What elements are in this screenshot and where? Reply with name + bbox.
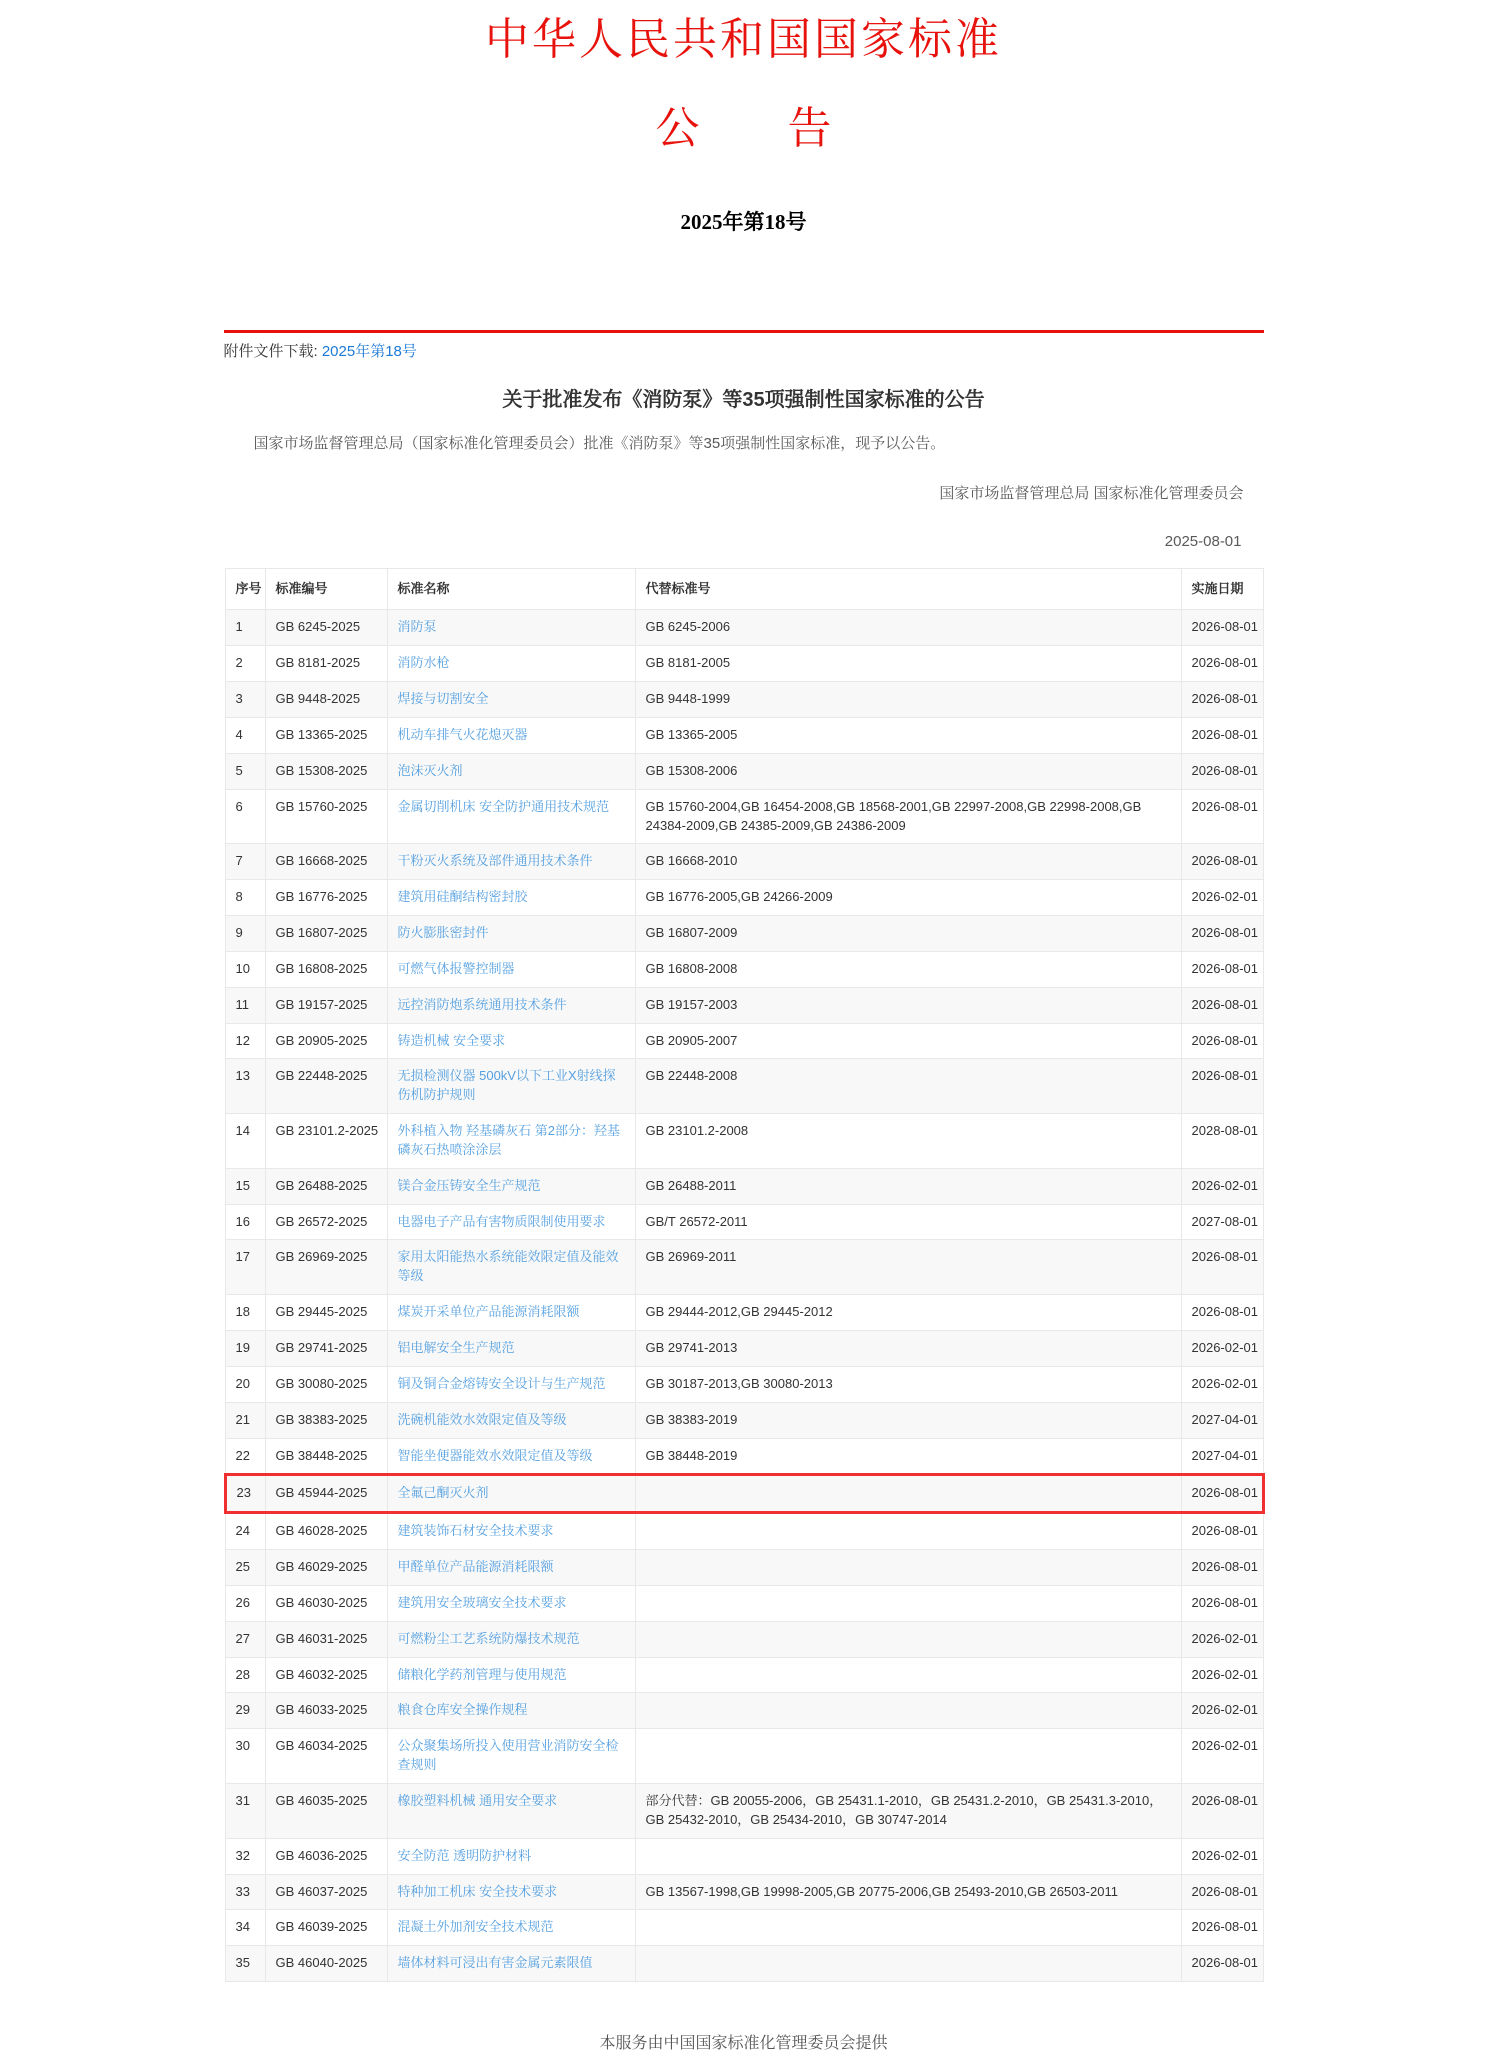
standard-name-link[interactable]: 墙体材料可浸出有害金属元素限值	[397, 1955, 593, 1971]
cell-replaces: GB 8181-2005	[635, 646, 1181, 682]
cell-date: 2026-08-01	[1181, 1240, 1263, 1295]
cell-date: 2026-08-01	[1181, 1585, 1263, 1621]
cell-code: GB 46036-2025	[265, 1838, 387, 1874]
cell-index: 22	[225, 1438, 265, 1475]
cell-index: 16	[225, 1204, 265, 1240]
table-row	[225, 1783, 1263, 1838]
cell-name	[387, 1729, 635, 1784]
cell-replaces: GB 20905-2007	[635, 1023, 1181, 1059]
cell-replaces	[635, 1910, 1181, 1946]
column-header: 标准编号	[265, 568, 387, 610]
cell-index: 28	[225, 1657, 265, 1693]
cell-replaces	[635, 1550, 1181, 1586]
standards-table-body	[225, 610, 1263, 1982]
cell-code: GB 38448-2025	[265, 1438, 387, 1475]
cell-index: 4	[225, 717, 265, 753]
cell-name	[387, 1838, 635, 1874]
cell-name	[387, 610, 635, 646]
cell-index: 3	[225, 682, 265, 718]
standard-name-link[interactable]: 智能坐便器能效水效限定值及等级	[397, 1447, 593, 1463]
cell-code: GB 20905-2025	[265, 1023, 387, 1059]
cell-name	[387, 1240, 635, 1295]
cell-replaces: GB 6245-2006	[635, 610, 1181, 646]
cell-date: 2026-08-01	[1181, 1946, 1263, 1982]
cell-replaces: GB 9448-1999	[635, 682, 1181, 718]
cell-date: 2026-08-01	[1181, 753, 1263, 789]
cell-date: 2026-08-01	[1181, 1513, 1263, 1550]
cell-code: GB 15308-2025	[265, 753, 387, 789]
cell-replaces: GB 23101.2-2008	[635, 1114, 1181, 1169]
table-row	[225, 717, 1263, 753]
table-row	[225, 1910, 1263, 1946]
cell-index: 14	[225, 1114, 265, 1169]
cell-code: GB 13365-2025	[265, 717, 387, 753]
standard-name-link[interactable]: 防火膨胀密封件	[397, 925, 489, 941]
cell-code: GB 46032-2025	[265, 1657, 387, 1693]
cell-date: 2026-08-01	[1181, 717, 1263, 753]
cell-replaces: GB 19157-2003	[635, 987, 1181, 1023]
table-row	[225, 1657, 1263, 1693]
cell-code: GB 26488-2025	[265, 1168, 387, 1204]
cell-replaces	[635, 1475, 1181, 1513]
standard-name-link[interactable]: 可燃气体报警控制器	[397, 960, 515, 976]
cell-code: GB 45944-2025	[265, 1475, 387, 1513]
cell-name	[387, 951, 635, 987]
cell-name	[387, 880, 635, 916]
cell-date: 2026-08-01	[1181, 987, 1263, 1023]
table-row	[225, 1550, 1263, 1586]
cell-replaces: GB 22448-2008	[635, 1059, 1181, 1114]
table-row	[225, 1513, 1263, 1550]
column-header: 实施日期	[1181, 568, 1263, 610]
cell-code: GB 16808-2025	[265, 951, 387, 987]
cell-code: GB 26572-2025	[265, 1204, 387, 1240]
cell-date: 2026-08-01	[1181, 1783, 1263, 1838]
standard-name-link[interactable]: 消防水枪	[397, 655, 450, 671]
cell-replaces: GB 16668-2010	[635, 844, 1181, 880]
attachment-row	[224, 333, 1264, 367]
cell-date: 2026-08-01	[1181, 646, 1263, 682]
standard-name-link[interactable]: 安全防范 透明防护材料	[397, 1847, 532, 1863]
cell-date: 2027-04-01	[1181, 1438, 1263, 1475]
cell-replaces: GB 15308-2006	[635, 753, 1181, 789]
cell-name	[387, 717, 635, 753]
cell-index: 29	[225, 1693, 265, 1729]
cell-name	[387, 1366, 635, 1402]
cell-name	[387, 1874, 635, 1910]
cell-name	[387, 1783, 635, 1838]
table-row	[225, 1204, 1263, 1240]
attachment-label: 附件文件下载:	[223, 342, 318, 360]
cell-name	[387, 1402, 635, 1438]
announcement-heading: 公 告	[655, 103, 832, 153]
table-row	[225, 1838, 1263, 1874]
cell-name	[387, 1204, 635, 1240]
cell-name	[387, 1657, 635, 1693]
cell-code: GB 46039-2025	[265, 1910, 387, 1946]
document-body: 国家市场监督管理总局（国家标准化管理委员会）批准《消防泵》等35项强制性国家标准，现予以公告。	[253, 434, 946, 452]
standard-name-link[interactable]: 无损检测仪器 500kV以下工业X射线探伤机防护规则	[397, 1068, 616, 1103]
cell-code: GB 46030-2025	[265, 1585, 387, 1621]
cell-name	[387, 987, 635, 1023]
cell-date: 2026-02-01	[1181, 880, 1263, 916]
cell-index: 24	[225, 1513, 265, 1550]
table-row	[225, 1693, 1263, 1729]
table-row	[225, 1059, 1263, 1114]
standard-name-link[interactable]: 电器电子产品有害物质限制使用要求	[397, 1213, 606, 1229]
cell-replaces: GB 26488-2011	[635, 1168, 1181, 1204]
cell-index: 13	[225, 1059, 265, 1114]
table-row	[225, 682, 1263, 718]
cell-index: 20	[225, 1366, 265, 1402]
table-row	[225, 1331, 1263, 1367]
cell-replaces: GB 16808-2008	[635, 951, 1181, 987]
standard-name-link[interactable]: 铜及铜合金熔铸安全设计与生产规范	[397, 1375, 606, 1391]
cell-replaces: GB 29741-2013	[635, 1331, 1181, 1367]
cell-index: 6	[225, 789, 265, 844]
cell-date: 2028-08-01	[1181, 1114, 1263, 1169]
cell-code: GB 16776-2025	[265, 880, 387, 916]
standard-name-link[interactable]: 家用太阳能热水系统能效限定值及能效等级	[397, 1249, 619, 1284]
table-row	[225, 1729, 1263, 1784]
table-row	[225, 1168, 1263, 1204]
table-row	[225, 1402, 1263, 1438]
table-row	[225, 1114, 1263, 1169]
table-row	[225, 1366, 1263, 1402]
cell-code: GB 46037-2025	[265, 1874, 387, 1910]
cell-replaces: GB 13567-1998,GB 19998-2005,GB 20775-2006,GB 25493-2010,GB 26503-2011	[635, 1874, 1181, 1910]
standard-name-link[interactable]: 外科植入物 羟基磷灰石 第2部分：羟基磷灰石热喷涂涂层	[397, 1123, 620, 1157]
cell-code: GB 22448-2025	[265, 1059, 387, 1114]
standard-name-link[interactable]: 公众聚集场所投入使用营业消防安全检查规则	[397, 1738, 619, 1773]
issue-date: 2025-08-01	[1164, 532, 1242, 550]
standard-name-link[interactable]: 甲醛单位产品能源消耗限额	[397, 1559, 554, 1575]
table-row	[225, 951, 1263, 987]
standard-name-link[interactable]: 远控消防炮系统通用技术条件	[397, 996, 567, 1012]
cell-code: GB 8181-2025	[265, 646, 387, 682]
cell-index: 18	[225, 1295, 265, 1331]
cell-code: GB 46033-2025	[265, 1693, 387, 1729]
cell-name	[387, 753, 635, 789]
cell-replaces: GB 38383-2019	[635, 1402, 1181, 1438]
cell-code: GB 46029-2025	[265, 1550, 387, 1586]
column-header: 标准名称	[387, 568, 635, 610]
cell-replaces	[635, 1585, 1181, 1621]
cell-code: GB 38383-2025	[265, 1402, 387, 1438]
cell-date: 2026-02-01	[1181, 1168, 1263, 1204]
standard-name-link[interactable]: 建筑用安全玻璃安全技术要求	[397, 1594, 567, 1610]
table-header-row	[225, 568, 1263, 610]
cell-index: 34	[225, 1910, 265, 1946]
cell-code: GB 46028-2025	[265, 1513, 387, 1550]
cell-code: GB 19157-2025	[265, 987, 387, 1023]
standard-name-link[interactable]: 混凝土外加剂安全技术规范	[397, 1919, 554, 1935]
column-header: 代替标准号	[635, 568, 1181, 610]
cell-replaces: GB 29444-2012,GB 29445-2012	[635, 1295, 1181, 1331]
cell-code: GB 46035-2025	[265, 1783, 387, 1838]
cell-index: 1	[225, 610, 265, 646]
cell-date: 2026-08-01	[1181, 844, 1263, 880]
issue-number: 2025年第18号	[680, 209, 807, 234]
cell-code: GB 29445-2025	[265, 1295, 387, 1331]
cell-replaces: GB 26969-2011	[635, 1240, 1181, 1295]
cell-name	[387, 682, 635, 718]
standard-name-link[interactable]: 金属切削机床 安全防护通用技术规范	[397, 798, 610, 814]
cell-replaces	[635, 1946, 1181, 1982]
cell-date: 2026-08-01	[1181, 1475, 1263, 1513]
table-row	[225, 1438, 1263, 1475]
standard-name-link[interactable]: 橡胶塑料机械 通用安全要求	[397, 1792, 558, 1808]
cell-index: 21	[225, 1402, 265, 1438]
cell-index: 8	[225, 880, 265, 916]
cell-replaces: GB/T 26572-2011	[635, 1204, 1181, 1240]
cell-code: GB 46034-2025	[265, 1729, 387, 1784]
cell-date: 2027-04-01	[1181, 1402, 1263, 1438]
cell-index: 17	[225, 1240, 265, 1295]
cell-name	[387, 1621, 635, 1657]
table-row	[225, 789, 1263, 844]
cell-replaces: GB 16807-2009	[635, 916, 1181, 952]
cell-date: 2026-02-01	[1181, 1729, 1263, 1784]
cell-replaces: 部分代替：GB 20055-2006，GB 25431.1-2010，GB 25431.2-2010，GB 25431.3-2010，GB 25432-2010，GB 25434-2010，GB 30747-2014	[635, 1783, 1181, 1838]
cell-date: 2026-02-01	[1181, 1331, 1263, 1367]
standard-name-link[interactable]: 洗碗机能效水效限定值及等级	[397, 1411, 567, 1427]
cell-replaces: GB 16776-2005,GB 24266-2009	[635, 880, 1181, 916]
cell-name	[387, 844, 635, 880]
standard-name-link[interactable]: 铝电解安全生产规范	[397, 1340, 515, 1355]
cell-replaces	[635, 1693, 1181, 1729]
table-row	[225, 1946, 1263, 1982]
cell-index: 9	[225, 916, 265, 952]
cell-name	[387, 1114, 635, 1169]
cell-name	[387, 646, 635, 682]
cell-index: 33	[225, 1874, 265, 1910]
cell-name	[387, 1331, 635, 1367]
standard-name-link[interactable]: 煤炭开采单位产品能源消耗限额	[397, 1304, 580, 1320]
cell-date: 2026-08-01	[1181, 610, 1263, 646]
cell-date: 2026-02-01	[1181, 1693, 1263, 1729]
cell-date: 2026-08-01	[1181, 1023, 1263, 1059]
cell-name	[387, 1023, 635, 1059]
cell-code: GB 46031-2025	[265, 1621, 387, 1657]
cell-name	[387, 1059, 635, 1114]
cell-name	[387, 1693, 635, 1729]
cell-date: 2026-08-01	[1181, 789, 1263, 844]
standard-name-link[interactable]: 泡沫灭火剂	[397, 762, 463, 778]
standard-name-link[interactable]: 储粮化学药剂管理与使用规范	[397, 1666, 567, 1682]
cell-name	[387, 1585, 635, 1621]
table-row	[225, 753, 1263, 789]
cell-date: 2026-08-01	[1181, 1059, 1263, 1114]
cell-code: GB 26969-2025	[265, 1240, 387, 1295]
cell-code: GB 23101.2-2025	[265, 1114, 387, 1169]
cell-index: 7	[225, 844, 265, 880]
attachment-download-link[interactable]: 2025年第18号	[321, 342, 417, 360]
cell-index: 19	[225, 1331, 265, 1367]
table-row	[225, 844, 1263, 880]
standard-name-link[interactable]: 消防泵	[397, 619, 437, 635]
standard-name-link[interactable]: 干粉灭火系统及部件通用技术条件	[397, 853, 593, 869]
table-row	[225, 880, 1263, 916]
column-header: 序号	[225, 568, 265, 610]
standard-name-link[interactable]: 机动车排气火花熄灭器	[397, 726, 528, 742]
cell-name	[387, 1513, 635, 1550]
cell-index: 35	[225, 1946, 265, 1982]
cell-index: 30	[225, 1729, 265, 1784]
cell-name	[387, 1295, 635, 1331]
cell-name	[387, 1475, 635, 1513]
cell-replaces	[635, 1838, 1181, 1874]
cell-index: 32	[225, 1838, 265, 1874]
table-row	[225, 646, 1263, 682]
cell-name	[387, 916, 635, 952]
table-row	[225, 1621, 1263, 1657]
cell-replaces	[635, 1621, 1181, 1657]
cell-code: GB 16668-2025	[265, 844, 387, 880]
standards-table	[224, 568, 1265, 1982]
cell-index: 23	[225, 1475, 265, 1513]
cell-index: 11	[225, 987, 265, 1023]
table-row	[225, 1295, 1263, 1331]
cell-date: 2026-02-01	[1181, 1621, 1263, 1657]
cell-replaces: GB 30187-2013,GB 30080-2013	[635, 1366, 1181, 1402]
standard-name-link[interactable]: 焊接与切割安全	[397, 691, 489, 707]
table-row	[225, 1240, 1263, 1295]
cell-index: 15	[225, 1168, 265, 1204]
cell-date: 2026-02-01	[1181, 1366, 1263, 1402]
cell-replaces	[635, 1657, 1181, 1693]
cell-index: 2	[225, 646, 265, 682]
cell-date: 2026-08-01	[1181, 1874, 1263, 1910]
cell-replaces: GB 13365-2005	[635, 717, 1181, 753]
table-row	[225, 987, 1263, 1023]
cell-date: 2026-02-01	[1181, 1838, 1263, 1874]
cell-date: 2027-08-01	[1181, 1204, 1263, 1240]
cell-index: 5	[225, 753, 265, 789]
cell-index: 27	[225, 1621, 265, 1657]
cell-date: 2026-08-01	[1181, 1550, 1263, 1586]
cell-code: GB 6245-2025	[265, 610, 387, 646]
table-row	[225, 1874, 1263, 1910]
cell-index: 26	[225, 1585, 265, 1621]
standard-name-link[interactable]: 铸造机械 安全要求	[397, 1032, 506, 1048]
page-content	[224, 0, 1264, 2053]
cell-date: 2026-08-01	[1181, 1295, 1263, 1331]
cell-index: 12	[225, 1023, 265, 1059]
cell-code: GB 9448-2025	[265, 682, 387, 718]
cell-code: GB 16807-2025	[265, 916, 387, 952]
cell-code: GB 30080-2025	[265, 1366, 387, 1402]
cell-name	[387, 1168, 635, 1204]
standard-name-link[interactable]: 全氟己酮灭火剂	[397, 1485, 489, 1501]
cell-replaces	[635, 1729, 1181, 1784]
national-standard-title: 中华人民共和国国家标准	[485, 15, 1002, 64]
cell-date: 2026-02-01	[1181, 1657, 1263, 1693]
cell-index: 10	[225, 951, 265, 987]
table-row	[225, 610, 1263, 646]
issuing-authority-signature: 国家市场监督管理总局 国家标准化管理委员会	[939, 484, 1244, 502]
cell-name	[387, 1550, 635, 1586]
cell-name	[387, 789, 635, 844]
standard-name-link[interactable]: 粮食仓库安全操作规程	[397, 1702, 528, 1718]
cell-replaces: GB 15760-2004,GB 16454-2008,GB 18568-2001,GB 22997-2008,GB 22998-2008,GB 24384-2009,GB 24385-2009,GB 24386-2009	[635, 789, 1181, 844]
cell-date: 2026-08-01	[1181, 1910, 1263, 1946]
cell-replaces	[635, 1513, 1181, 1550]
cell-name	[387, 1946, 635, 1982]
table-row	[225, 1585, 1263, 1621]
cell-date: 2026-08-01	[1181, 916, 1263, 952]
cell-code: GB 29741-2025	[265, 1331, 387, 1367]
cell-code: GB 46040-2025	[265, 1946, 387, 1982]
cell-index: 25	[225, 1550, 265, 1586]
table-row	[225, 916, 1263, 952]
footer-service-note: 本服务由中国国家标准化管理委员会提供	[599, 2035, 888, 2053]
cell-index: 31	[225, 1783, 265, 1838]
table-row-highlighted	[225, 1475, 1263, 1513]
cell-replaces: GB 38448-2019	[635, 1438, 1181, 1475]
cell-name	[387, 1910, 635, 1946]
table-row	[225, 1023, 1263, 1059]
cell-date: 2026-08-01	[1181, 951, 1263, 987]
standard-name-link[interactable]: 建筑装饰石材安全技术要求	[397, 1523, 554, 1539]
standard-name-link[interactable]: 建筑用硅酮结构密封胶	[397, 889, 528, 905]
cell-code: GB 15760-2025	[265, 789, 387, 844]
document-title: 关于批准发布《消防泵》等35项强制性国家标准的公告	[502, 388, 985, 411]
cell-date: 2026-08-01	[1181, 682, 1263, 718]
standard-name-link[interactable]: 特种加工机床 安全技术要求	[397, 1883, 558, 1899]
cell-name	[387, 1438, 635, 1475]
standard-name-link[interactable]: 镁合金压铸安全生产规范	[397, 1177, 541, 1193]
standard-name-link[interactable]: 可燃粉尘工艺系统防爆技术规范	[397, 1630, 580, 1646]
